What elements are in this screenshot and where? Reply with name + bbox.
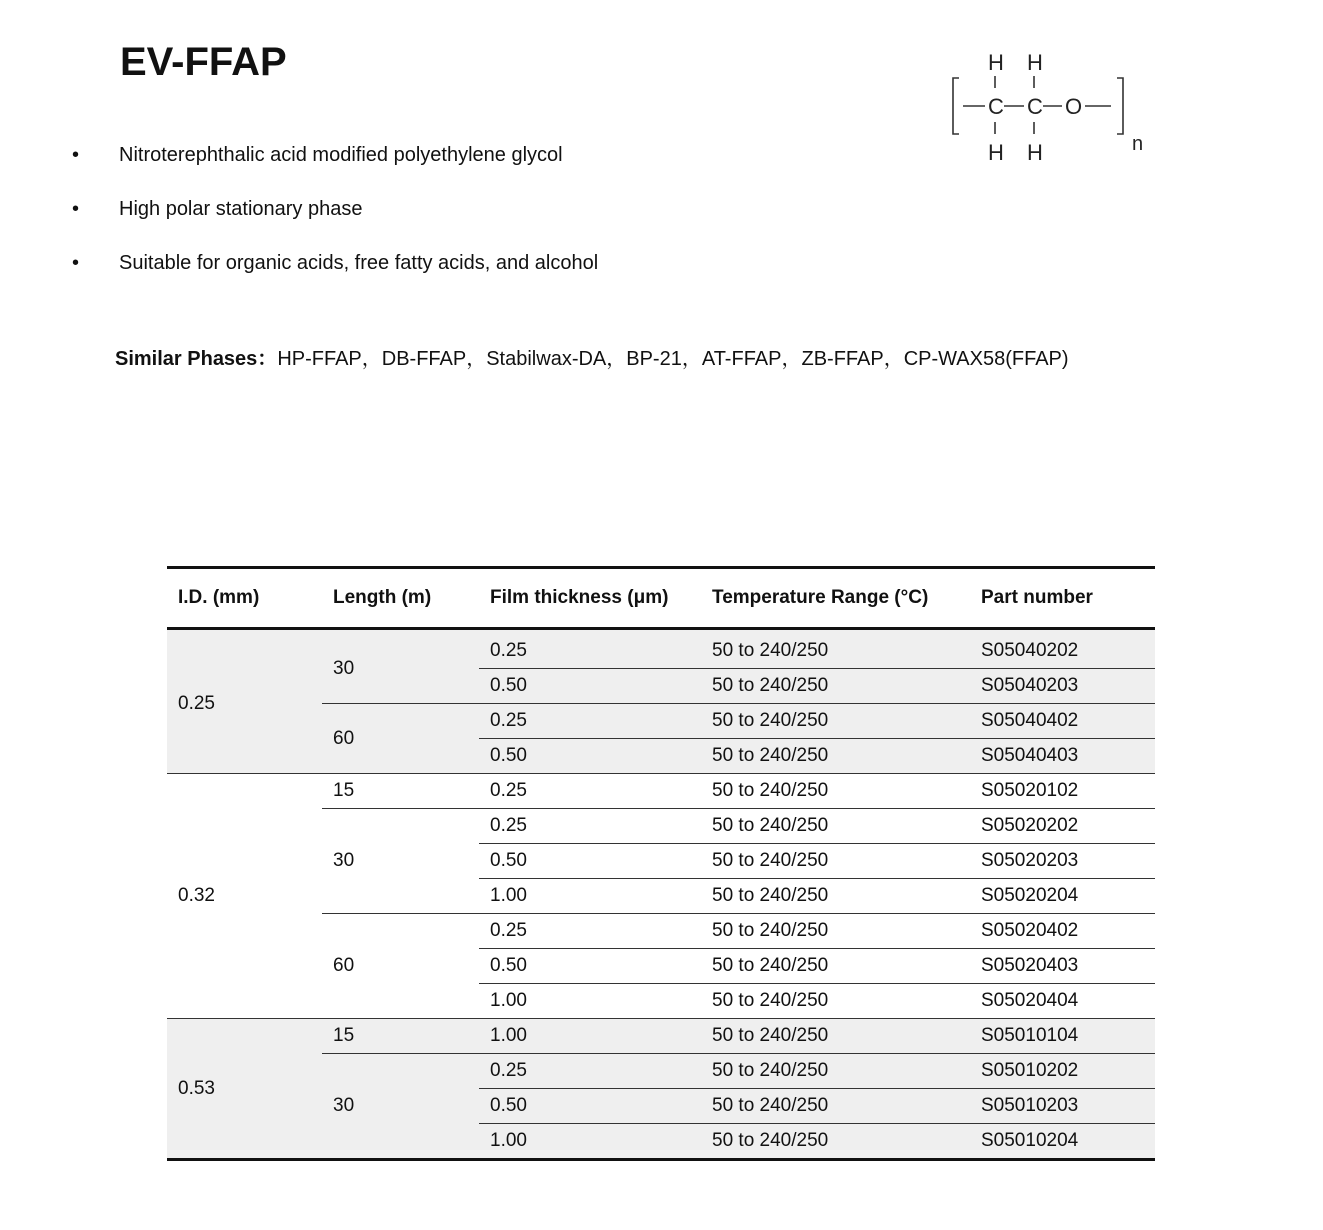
cell-film-thickness: 1.00 <box>479 1124 701 1160</box>
cell-part-number: S05020204 <box>970 879 1155 914</box>
cell-film-thickness: 0.25 <box>479 1054 701 1089</box>
header-temperature-range: Temperature Range (°C) <box>701 568 970 629</box>
cell-part-number: S05020403 <box>970 949 1155 984</box>
cell-temperature-range: 50 to 240/250 <box>701 1124 970 1160</box>
cell-part-number: S05040202 <box>970 629 1155 669</box>
cell-part-number: S05010104 <box>970 1019 1155 1054</box>
header-film-thickness: Film thickness (μm) <box>479 568 701 629</box>
cell-part-number: S05040402 <box>970 704 1155 739</box>
cell-film-thickness: 0.50 <box>479 669 701 704</box>
similar-phases <box>115 342 1069 371</box>
cell-film-thickness: 1.00 <box>479 879 701 914</box>
cell-temperature-range: 50 to 240/250 <box>701 984 970 1019</box>
cell-id: 0.32 <box>167 774 322 1019</box>
table-row <box>167 1019 1155 1054</box>
cell-temperature-range: 50 to 240/250 <box>701 704 970 739</box>
cell-part-number: S05020402 <box>970 914 1155 949</box>
cell-length: 30 <box>322 629 479 704</box>
cell-temperature-range: 50 to 240/250 <box>701 1019 970 1054</box>
page-title: EV-FFAP <box>120 40 287 84</box>
formula-atom-o: O <box>1065 94 1083 119</box>
cell-film-thickness: 0.25 <box>479 629 701 669</box>
cell-film-thickness: 0.50 <box>479 739 701 774</box>
formula-atom-c: C <box>1027 94 1043 119</box>
bullet-icon: • <box>72 252 80 274</box>
cell-part-number: S05020102 <box>970 774 1155 809</box>
header-id: I.D. (mm) <box>167 568 322 629</box>
table-row <box>167 774 1155 809</box>
feature-text: Nitroterephthalic acid modified polyethylene glycol <box>119 144 563 166</box>
cell-id: 0.53 <box>167 1019 322 1160</box>
formula-subscript-n: n <box>1132 133 1144 155</box>
bullet-icon: • <box>72 198 80 220</box>
cell-film-thickness: 0.50 <box>479 949 701 984</box>
cell-length: 60 <box>322 914 479 1019</box>
cell-film-thickness: 0.25 <box>479 914 701 949</box>
cell-length: 15 <box>322 1019 479 1054</box>
cell-temperature-range: 50 to 240/250 <box>701 914 970 949</box>
table-row <box>167 629 1155 669</box>
feature-text: Suitable for organic acids, free fatty acids, and alcohol <box>119 252 599 274</box>
column-spec-table <box>167 566 1155 1161</box>
cell-temperature-range: 50 to 240/250 <box>701 1089 970 1124</box>
right-bracket <box>1117 78 1123 134</box>
cell-temperature-range: 50 to 240/250 <box>701 809 970 844</box>
cell-temperature-range: 50 to 240/250 <box>701 949 970 984</box>
cell-film-thickness: 0.50 <box>479 844 701 879</box>
cell-film-thickness: 0.25 <box>479 704 701 739</box>
feature-text: High polar stationary phase <box>119 198 363 220</box>
cell-film-thickness: 0.25 <box>479 809 701 844</box>
table-body <box>167 629 1155 1160</box>
cell-part-number: S05020404 <box>970 984 1155 1019</box>
cell-temperature-range: 50 to 240/250 <box>701 774 970 809</box>
cell-temperature-range: 50 to 240/250 <box>701 1054 970 1089</box>
cell-temperature-range: 50 to 240/250 <box>701 669 970 704</box>
cell-part-number: S05040203 <box>970 669 1155 704</box>
cell-temperature-range: 50 to 240/250 <box>701 739 970 774</box>
cell-part-number: S05020203 <box>970 844 1155 879</box>
table-header-row <box>167 568 1155 629</box>
cell-length: 30 <box>322 1054 479 1160</box>
header-length: Length (m) <box>322 568 479 629</box>
bullet-icon: • <box>72 144 80 166</box>
cell-film-thickness: 1.00 <box>479 984 701 1019</box>
formula-atom-c: C <box>988 94 1004 119</box>
cell-length: 30 <box>322 809 479 914</box>
formula-atom-h: H <box>1027 140 1043 165</box>
cell-temperature-range: 50 to 240/250 <box>701 879 970 914</box>
cell-length: 60 <box>322 704 479 774</box>
formula-atom-h: H <box>1027 50 1043 75</box>
cell-film-thickness: 1.00 <box>479 1019 701 1054</box>
header-part-number: Part number <box>970 568 1155 629</box>
cell-part-number: S05010203 <box>970 1089 1155 1124</box>
cell-part-number: S05020202 <box>970 809 1155 844</box>
formula-atom-h: H <box>988 50 1004 75</box>
cell-film-thickness: 0.25 <box>479 774 701 809</box>
cell-length: 15 <box>322 774 479 809</box>
similar-phases-value: HP-FFAP，DB-FFAP，Stabilwax-DA，BP-21，AT-FFAP，ZB-FFAP，CP-WAX58(FFAP) <box>277 348 1069 370</box>
formula-atom-h: H <box>988 140 1004 165</box>
structural-formula <box>945 48 1155 168</box>
cell-part-number: S05010202 <box>970 1054 1155 1089</box>
cell-id: 0.25 <box>167 629 322 774</box>
cell-film-thickness: 0.50 <box>479 1089 701 1124</box>
similar-phases-label: Similar Phases： <box>115 348 278 370</box>
cell-temperature-range: 50 to 240/250 <box>701 629 970 669</box>
cell-part-number: S05040403 <box>970 739 1155 774</box>
cell-part-number: S05010204 <box>970 1124 1155 1160</box>
left-bracket <box>953 78 959 134</box>
cell-temperature-range: 50 to 240/250 <box>701 844 970 879</box>
